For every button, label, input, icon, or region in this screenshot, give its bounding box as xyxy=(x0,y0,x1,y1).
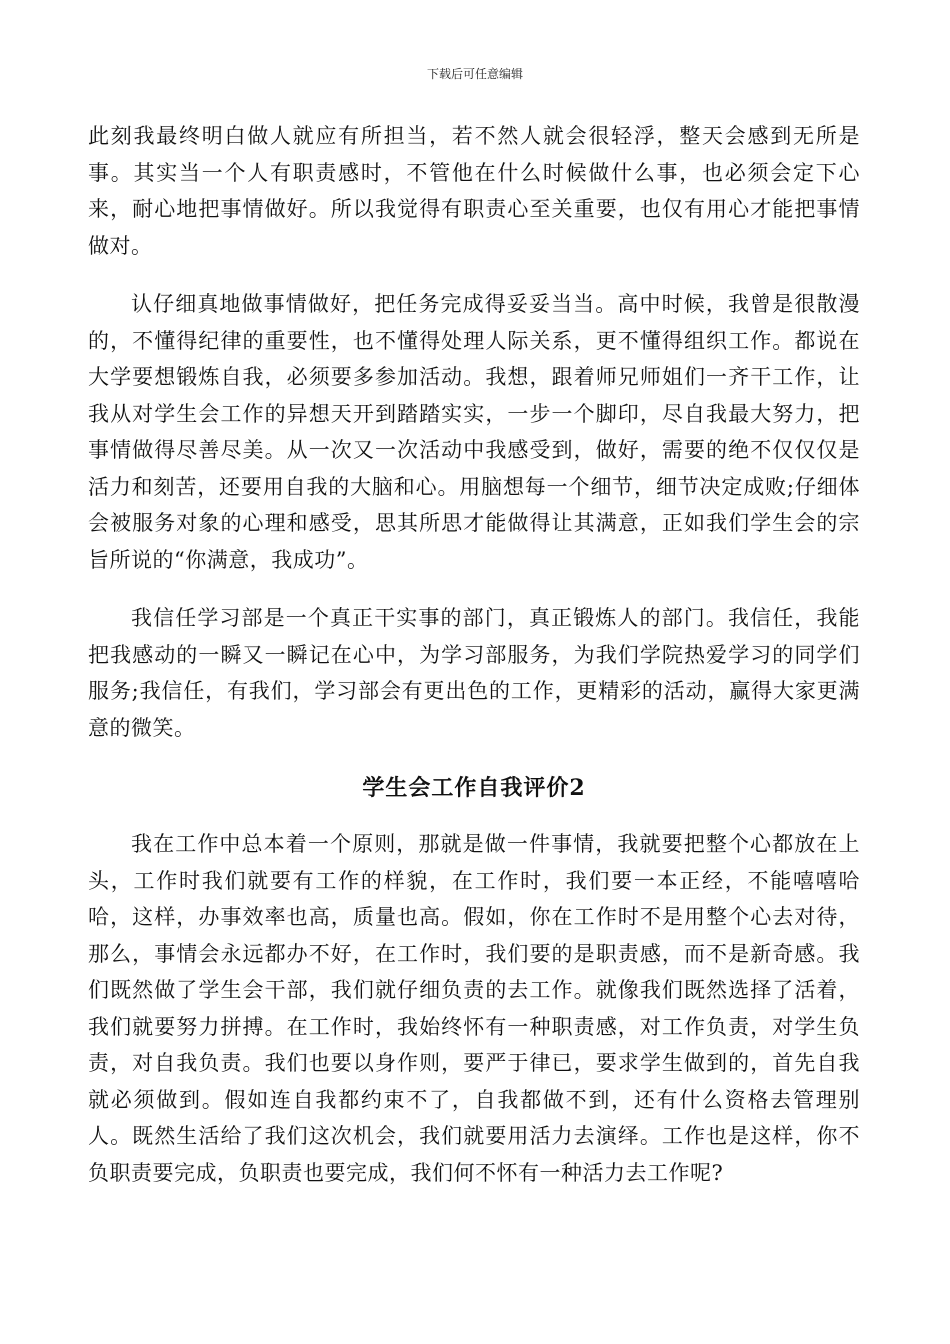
page-header: 下载后可任意编辑 xyxy=(426,67,523,81)
paragraph-work-principle: 我在工作中总本着一个原则，那就是做一件事情，我就要把整个心都放在上头，工作时我们就要有工作的样貌，在工作时，我们要一本正经，不能嘻嘻哈哈，这样，办事效率也高，质量也高。假如，你在工作时不是用整个心去对待，那么，事情会永远都办不好，在工作时，我们要的是职责感，而不是新奇感。我们既然做了学生会干部，我们就仔细负责的去工作。就像我们既然选择了活着，我们就要努力拼搏。在工作时，我始终怀有一种职责感，对工作负责，对学生负责，对自我负责。我们也要以身作则，要严于律已，要求学生做到的，首先自我就必须做到。假如连自我都约束不了，自我都做不到，还有什么资格去管理别人。既然生活给了我们这次机会，我们就要用活力去演绎。工作也是这样，你不负职责要完成，负职责也要完成，我们何不怀有一种活力去工作呢? xyxy=(88,832,860,1185)
paragraph-continued: 此刻我最终明白做人就应有所担当，若不然人就会很轻浮，整天会感到无所是事。其实当一个人有职责感时，不管他在什么时候做什么事，也必须会定下心来，耐心地把事情做好。所以我觉得有职责心至关重要，也仅有用心才能把事情做对。 xyxy=(88,124,860,258)
paragraph-study-department: 我信任学习部是一个真正干实事的部门，真正锻炼人的部门。我信任，我能把我感动的一瞬又一瞬记在心中，为学习部服务，为我们学院热爱学习的同学们服务;我信任，有我们，学习部会有更出色的工作，更精彩的活动，赢得大家更满意的微笑。 xyxy=(88,606,860,740)
paragraph-diligence: 认仔细真地做事情做好，把任务完成得妥妥当当。高中时候，我曾是很散漫的，不懂得纪律的重要性，也不懂得处理人际关系，更不懂得组织工作。都说在大学要想锻炼自我，必须要多参加活动。我想，跟着师兄师姐们一齐干工作，让我从对学生会工作的异想天开到踏踏实实，一步一个脚印，尽自我最大努力，把事情做得尽善尽美。从一次又一次活动中我感受到，做好，需要的绝不仅仅仅是活力和刻苦，还要用自我的大脑和心。用脑想每一个细节，细节决定成败;仔细体会被服务对象的心理和感受，思其所思才能做得让其满意，正如我们学生会的宗旨所说的“你满意，我成功”。 xyxy=(88,292,860,572)
document-body xyxy=(88,118,860,1191)
section-title: 学生会工作自我评价2 xyxy=(362,775,586,801)
